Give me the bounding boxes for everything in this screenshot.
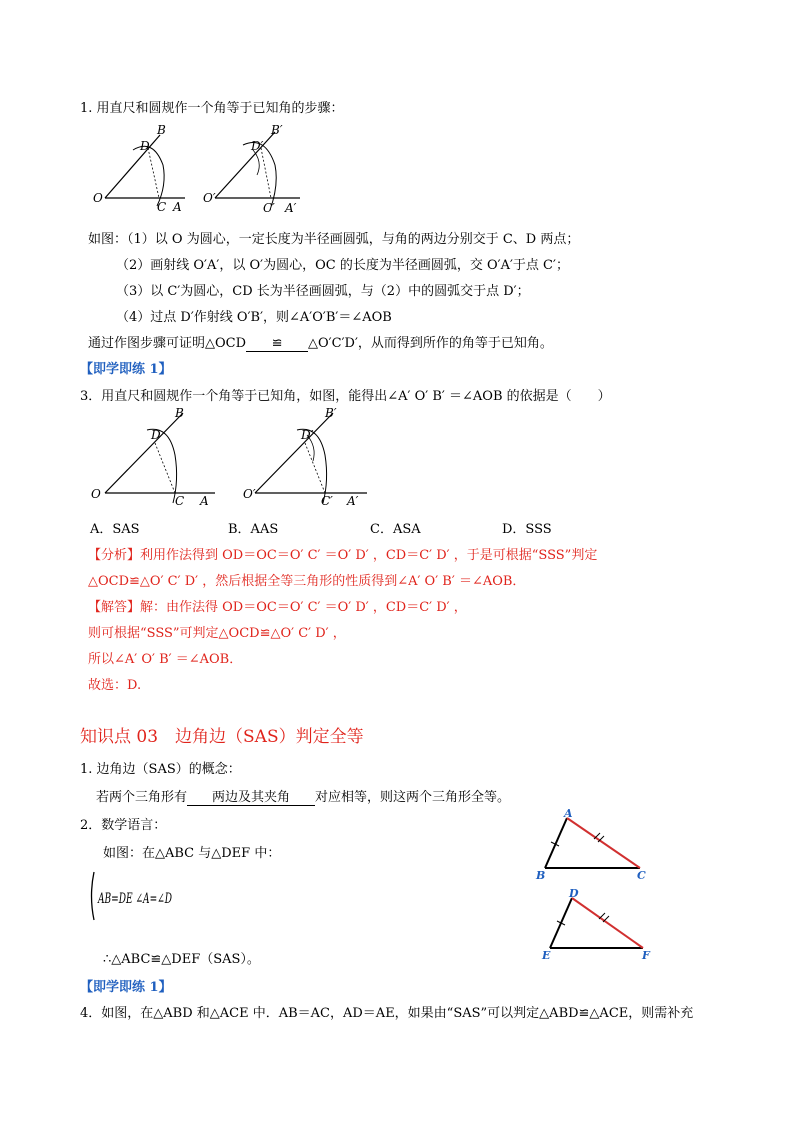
label-C-prime-2: C′ bbox=[321, 494, 333, 508]
construction-figure-1 bbox=[85, 120, 315, 215]
original-angle-2 bbox=[91, 406, 215, 508]
triangle-def bbox=[541, 887, 651, 962]
sas-conclusion: ∴△ABC≌△DEF（SAS）。 bbox=[103, 952, 260, 967]
step-2: （2）画射线 O′A′，以 O′为圆心，OC 的长度为半径画圆弧，交 O′A′于点 C′； bbox=[116, 258, 569, 273]
label-C-2: C bbox=[175, 494, 185, 508]
label-tri-A: A bbox=[564, 807, 573, 820]
label-D-prime-2: D′ bbox=[301, 428, 314, 442]
option-d: D．SSS bbox=[502, 522, 552, 537]
label-A-prime: A′ bbox=[285, 201, 297, 215]
step-4: （4）过点 D′作射线 O′B′，则∠A′O′B′＝∠AOB bbox=[116, 310, 392, 325]
answer-tag: 【解答】 bbox=[88, 600, 141, 615]
practice-tag-2: 【即学即练 1】 bbox=[80, 980, 172, 995]
label-C: C bbox=[157, 200, 167, 214]
practice-tag-1: 【即学即练 1】 bbox=[80, 362, 172, 377]
analysis-line-1: 【分析】利用作法得到 OD＝OC＝O′ C′ ＝O′ D′ ，CD＝C′ D′ ，于是可根据“SSS”判定 bbox=[88, 548, 598, 563]
label-tri-D: D bbox=[569, 887, 579, 900]
option-a: A．SAS bbox=[90, 522, 140, 537]
formula-text: AB=DE ∠A=∠D bbox=[96, 891, 172, 907]
label-A-2: A bbox=[200, 494, 209, 508]
formula-image bbox=[88, 870, 174, 922]
label-O-2: O bbox=[91, 487, 101, 501]
option-c: C．ASA bbox=[370, 522, 421, 537]
copied-angle-2 bbox=[243, 406, 367, 508]
label-D: D bbox=[140, 139, 150, 153]
figure-intro: 如图：在△ABC 与△DEF 中： bbox=[103, 846, 281, 861]
question-4: 4．如图，在△ABD 和△ACE 中．AB＝AC，AD＝AE，如果由“SAS”可以判定△ABD≌△ACE，则需补充 bbox=[80, 1006, 694, 1021]
answer-line-1: 【解答】解：由作法得 OD＝OC＝O′ C′ ＝O′ D′ ，CD＝C′ D′ ， bbox=[88, 600, 467, 615]
label-O-prime-2: O′ bbox=[243, 487, 256, 501]
option-b: B．AAS bbox=[228, 522, 279, 537]
knowledge-heading: 知识点 03 边角边（SAS）判定全等 bbox=[80, 727, 364, 747]
construction-figure-2 bbox=[85, 405, 385, 510]
label-B-prime: B′ bbox=[271, 123, 283, 137]
label-O-prime: O′ bbox=[203, 191, 216, 205]
section1-title: 1. 用直尺和圆规作一个角等于已知角的步骤： bbox=[80, 101, 344, 116]
step-3: （3）以 C′为圆心，CD 长为半径画圆弧，与（2）中的圆弧交于点 D′； bbox=[116, 284, 530, 299]
label-B-prime-2: B′ bbox=[325, 406, 337, 420]
label-O: O bbox=[93, 191, 103, 205]
analysis-line-2: △OCD≌△O′ C′ D′ ，然后根据全等三角形的性质得到∠A′ O′ B′ ＝∠AOB． bbox=[88, 574, 526, 589]
original-angle bbox=[93, 123, 185, 214]
step-1: 如图：（1）以 O 为圆心，一定长度为半径画圆弧，与角的两边分别交于 C、D 两点； bbox=[88, 232, 580, 247]
answer-line-3: 所以∠A′ O′ B′ ＝∠AOB． bbox=[88, 652, 243, 667]
label-B: B bbox=[157, 123, 166, 137]
label-A-prime-2: A′ bbox=[347, 494, 359, 508]
label-D-2: D bbox=[151, 428, 161, 442]
label-D-prime: D′ bbox=[251, 139, 264, 153]
answer-line-2: 则可根据“SSS”可判定△OCD≌△O′ C′ D′ ， bbox=[88, 626, 346, 641]
label-A: A bbox=[173, 200, 182, 214]
label-B-2: B bbox=[175, 406, 184, 420]
label-tri-B: B bbox=[536, 869, 546, 882]
label-tri-F: F bbox=[642, 949, 650, 962]
question-3: 3．用直尺和圆规作一个角等于已知角，如图，能得出∠A′ O′ B′ ＝∠AOB 的依据是（ ） bbox=[80, 389, 611, 404]
sas-concept-title: 1. 边角边（SAS）的概念： bbox=[80, 762, 241, 777]
math-language-title: 2．数学语言： bbox=[80, 818, 167, 833]
answer-line-4: 故选：D. bbox=[88, 678, 142, 693]
label-tri-C: C bbox=[637, 869, 646, 882]
sas-concept-text: 若两个三角形有 两边及其夹角 对应相等，则这两个三角形全等。 bbox=[96, 786, 510, 806]
sas-triangles-figure bbox=[530, 806, 660, 961]
label-tri-E: E bbox=[542, 949, 551, 962]
concept-blank: 两边及其夹角 bbox=[187, 786, 315, 806]
proof-blank: ≌ bbox=[246, 336, 308, 352]
copied-angle bbox=[203, 123, 300, 215]
triangle-abc bbox=[535, 807, 646, 882]
proof-line: 通过作图步骤可证明△OCD ≌ △O′C′D′，从而得到所作的角等于已知角。 bbox=[88, 336, 553, 351]
label-C-prime: C′ bbox=[263, 201, 275, 215]
analysis-tag: 【分析】 bbox=[88, 548, 141, 563]
